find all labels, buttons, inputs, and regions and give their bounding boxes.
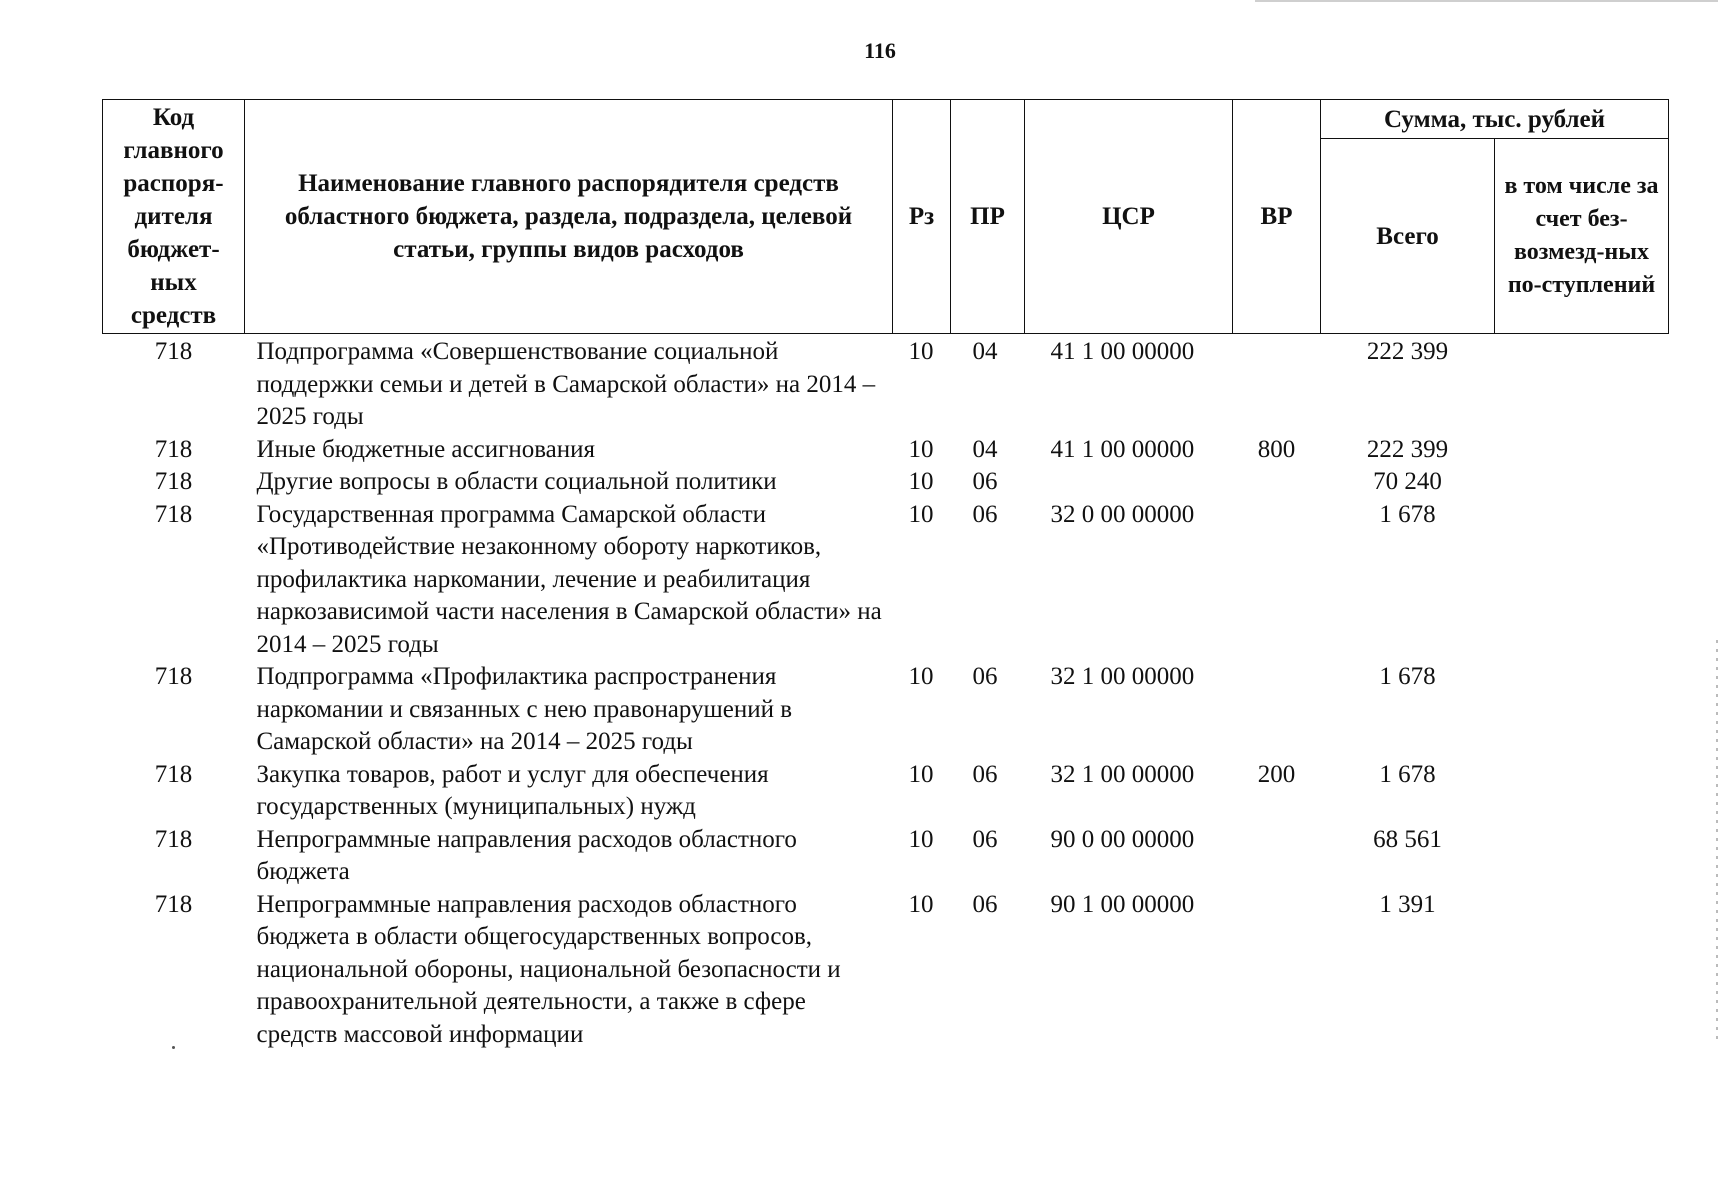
cell-total: 222 399	[1366, 435, 1449, 463]
cell-free	[1495, 466, 1669, 499]
cell-free	[1495, 499, 1669, 662]
cell-csr: 90 1 00 00000	[1050, 890, 1195, 918]
cell-free	[1495, 661, 1669, 759]
header-free-text: в том числе за счет без-возмезд-ных по-ступлений	[1504, 173, 1659, 298]
cell-rz: 10	[908, 663, 934, 690]
cell-rz: 10	[908, 468, 934, 495]
cell-vr: 800	[1257, 435, 1296, 463]
top-edge-rule	[1255, 0, 1718, 2]
cell-name: Непрограммные направления расходов областного бюджета	[256, 825, 797, 885]
header-code-text: Код главного распоря-дителя бюджет-ных средств	[123, 104, 224, 329]
table-body	[103, 334, 1669, 1052]
header-sum: Сумма, тыс. рублей	[1321, 100, 1669, 139]
cell-csr: 41 1 00 00000	[1050, 435, 1195, 463]
cell-csr	[1025, 466, 1233, 499]
cell-vr: 200	[1257, 760, 1296, 788]
table-row	[103, 334, 1669, 434]
table-row	[103, 434, 1669, 467]
cell-pr: 06	[972, 760, 998, 788]
cell-free	[1495, 434, 1669, 467]
budget-table	[102, 99, 1669, 1051]
cell-name: Другие вопросы в области социальной политики	[256, 468, 777, 495]
cell-total: 222 399	[1366, 338, 1449, 365]
header-pr: ПР	[951, 100, 1025, 334]
cell-csr: 32 1 00 00000	[1050, 760, 1195, 788]
cell-name: Непрограммные направления расходов областного бюджета в области общегосударственных вопросов, национальной обороны, национальной безопасности и правоохранительной деятельности, а также в сфере средств массовой информации	[256, 890, 841, 1048]
cell-rz: 10	[908, 760, 934, 788]
header-vr: ВР	[1233, 100, 1321, 334]
table-row	[103, 499, 1669, 662]
cell-code: 718	[154, 468, 193, 495]
cell-vr	[1233, 499, 1321, 662]
cell-code: 718	[154, 663, 193, 690]
cell-rz: 10	[908, 500, 934, 528]
table-row	[103, 466, 1669, 499]
cell-total: 1 391	[1379, 890, 1436, 918]
cell-csr: 32 0 00 00000	[1050, 500, 1195, 528]
cell-pr: 04	[972, 435, 998, 463]
cell-vr	[1233, 824, 1321, 889]
cell-name: Иные бюджетные ассигнования	[256, 435, 596, 463]
cell-pr: 06	[972, 468, 998, 495]
header-name: Наименование главного распорядителя средств областного бюджета, раздела, подраздела, целевой статьи, группы видов расходов	[245, 100, 893, 334]
cell-rz: 10	[908, 338, 934, 365]
cell-pr: 06	[972, 890, 998, 918]
cell-total: 1 678	[1379, 663, 1436, 690]
cell-code: 718	[154, 825, 193, 853]
cell-name: Государственная программа Самарской области «Противодействие незаконному обороту наркотиков, профилактика наркомании, лечение и реабилитация наркозависимой части населения в Самарской области» на 2014 – 2025 годы	[256, 500, 882, 658]
cell-code: 718	[154, 500, 193, 528]
cell-rz: 10	[908, 825, 934, 853]
cell-vr	[1233, 334, 1321, 434]
cell-free	[1495, 334, 1669, 434]
table-row	[103, 759, 1669, 824]
table-header	[103, 100, 1669, 334]
table-row	[103, 824, 1669, 889]
cell-pr: 06	[972, 663, 998, 690]
cell-free	[1495, 759, 1669, 824]
cell-pr: 06	[972, 825, 998, 853]
header-total: Всего	[1321, 139, 1495, 334]
table-row	[103, 661, 1669, 759]
cell-name: Закупка товаров, работ и услуг для обеспечения государственных (муниципальных) нужд	[256, 760, 769, 820]
cell-code: 718	[154, 890, 193, 918]
cell-total: 1 678	[1379, 500, 1436, 528]
header-rz: Рз	[893, 100, 951, 334]
cell-total: 68 561	[1373, 825, 1442, 853]
cell-vr	[1233, 661, 1321, 759]
cell-vr	[1233, 889, 1321, 1052]
cell-csr: 41 1 00 00000	[1050, 338, 1195, 365]
cell-total: 1 678	[1379, 760, 1436, 788]
cell-pr: 04	[972, 338, 998, 365]
cell-pr: 06	[972, 500, 998, 528]
cell-code: 718	[154, 435, 193, 463]
cell-free	[1495, 824, 1669, 889]
cell-rz: 10	[908, 890, 934, 918]
table-row	[103, 889, 1669, 1052]
cell-name: Подпрограмма «Совершенствование социальной поддержки семьи и детей в Самарской области» на 2014 – 2025 годы	[256, 338, 876, 430]
header-code	[103, 100, 245, 334]
cell-total: 70 240	[1373, 468, 1442, 495]
header-free	[1495, 139, 1669, 334]
scan-speck	[172, 1046, 175, 1049]
cell-free	[1495, 889, 1669, 1052]
cell-csr: 32 1 00 00000	[1050, 663, 1195, 690]
cell-csr: 90 0 00 00000	[1050, 825, 1195, 853]
cell-code: 718	[154, 760, 193, 788]
cell-name: Подпрограмма «Профилактика распространения наркомании и связанных с нею правонарушений в Самарской области» на 2014 – 2025 годы	[256, 663, 793, 755]
page-number: 116	[864, 38, 896, 63]
cell-vr	[1233, 466, 1321, 499]
header-csr: ЦСР	[1025, 100, 1233, 334]
cell-rz: 10	[908, 435, 934, 463]
cell-code: 718	[154, 338, 193, 365]
